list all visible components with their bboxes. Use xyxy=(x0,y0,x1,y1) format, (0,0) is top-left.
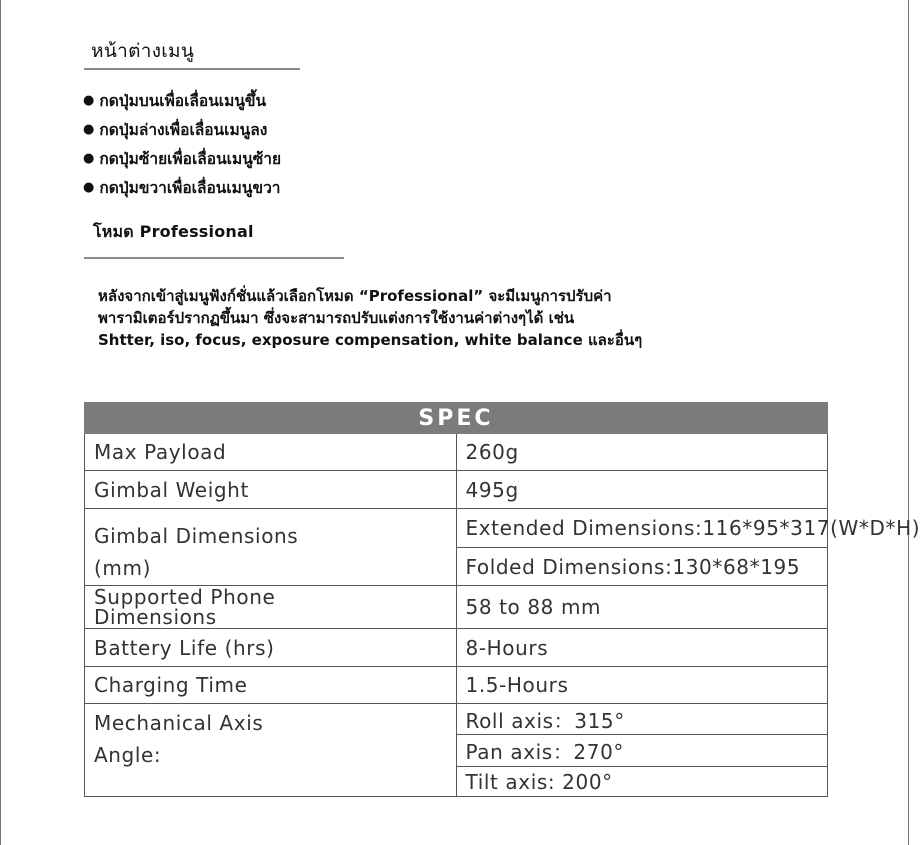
bullet-icon: ● xyxy=(83,179,95,195)
mechanical-axis-label-line2: Angle: xyxy=(94,743,162,767)
spec-header-row xyxy=(85,403,828,434)
list-item xyxy=(83,115,281,144)
list-item xyxy=(83,86,281,115)
menu-instructions-list xyxy=(83,86,281,202)
description-line: พารามิเตอร์ปรากฏขึ้นมา ซึ่งจะสามารถปรับแต่งการใช้งานค่าต่างๆได้ เช่น xyxy=(98,309,575,327)
gimbal-weight-label: Gimbal Weight xyxy=(85,471,457,509)
battery-life-value: 8-Hours xyxy=(456,629,828,667)
pan-axis-value: Pan axis：270° xyxy=(456,735,828,767)
gimbal-dimensions-label-line1: Gimbal Dimensions xyxy=(94,524,299,548)
list-item xyxy=(83,144,281,173)
gimbal-dimensions-label-line2: (mm) xyxy=(94,556,151,580)
roll-axis-value: Roll axis：315° xyxy=(456,704,828,735)
table-row xyxy=(85,667,828,704)
professional-mode-title: โหมด Professional xyxy=(93,222,254,241)
mechanical-axis-label-line1: Mechanical Axis xyxy=(94,711,264,735)
charging-time-label: Charging Time xyxy=(85,667,457,704)
table-row xyxy=(85,471,828,509)
list-item-text: กดปุ่มขวาเพื่อเลื่อนเมนูขวา xyxy=(99,178,281,197)
description-line: หลังจากเข้าสู่เมนูฟังก์ชั่นแล้วเลือกโหมด “Professional” จะมีเมนูการปรับค่า xyxy=(98,287,612,305)
spec-table xyxy=(84,402,920,797)
tilt-axis-value: Tilt axis: 200° xyxy=(456,767,828,797)
extended-dimensions-value: Extended Dimensions:116*95*317(W*D*H) xyxy=(456,509,828,548)
list-item-text: กดปุ่มบนเพื่อเลื่อนเมนูขึ้น xyxy=(99,91,267,110)
bullet-icon: ● xyxy=(83,121,95,137)
phone-dimensions-value: 58 to 88 mm xyxy=(456,586,828,629)
gimbal-dimensions-label xyxy=(85,509,457,586)
max-payload-label: Max Payload xyxy=(85,434,457,471)
gimbal-weight-value: 495g xyxy=(456,471,828,509)
bullet-icon: ● xyxy=(83,92,95,108)
list-item-text: กดปุ่มล่างเพื่อเลื่อนเมนูลง xyxy=(99,120,268,139)
bullet-icon: ● xyxy=(83,150,95,166)
description-line: Shtter, iso, focus, exposure compensation, white balance และอื่นๆ xyxy=(98,331,643,349)
menu-window-title: หน้าต่างเมนู xyxy=(91,40,195,62)
table-row xyxy=(85,704,828,735)
table-row xyxy=(85,509,828,548)
charging-time-value: 1.5-Hours xyxy=(456,667,828,704)
menu-title-divider xyxy=(84,68,300,70)
table-row xyxy=(85,434,828,471)
mechanical-axis-label xyxy=(85,704,457,797)
folded-dimensions-value: Folded Dimensions:130*68*195 xyxy=(456,548,828,586)
professional-mode-description xyxy=(98,285,798,351)
phone-dimensions-label-line2: Dimensions xyxy=(94,605,217,629)
mode-title-divider xyxy=(84,257,344,259)
table-row xyxy=(85,629,828,667)
phone-dimensions-label xyxy=(85,586,457,629)
table-row xyxy=(85,586,828,629)
battery-life-label: Battery Life (hrs) xyxy=(85,629,457,667)
max-payload-value: 260g xyxy=(456,434,828,471)
phone-dimensions-label-line1: Supported Phone xyxy=(94,585,276,609)
spec-header: SPEC xyxy=(85,403,828,434)
list-item-text: กดปุ่มซ้ายเพื่อเลื่อนเมนูซ้าย xyxy=(99,149,282,168)
list-item xyxy=(83,173,281,202)
